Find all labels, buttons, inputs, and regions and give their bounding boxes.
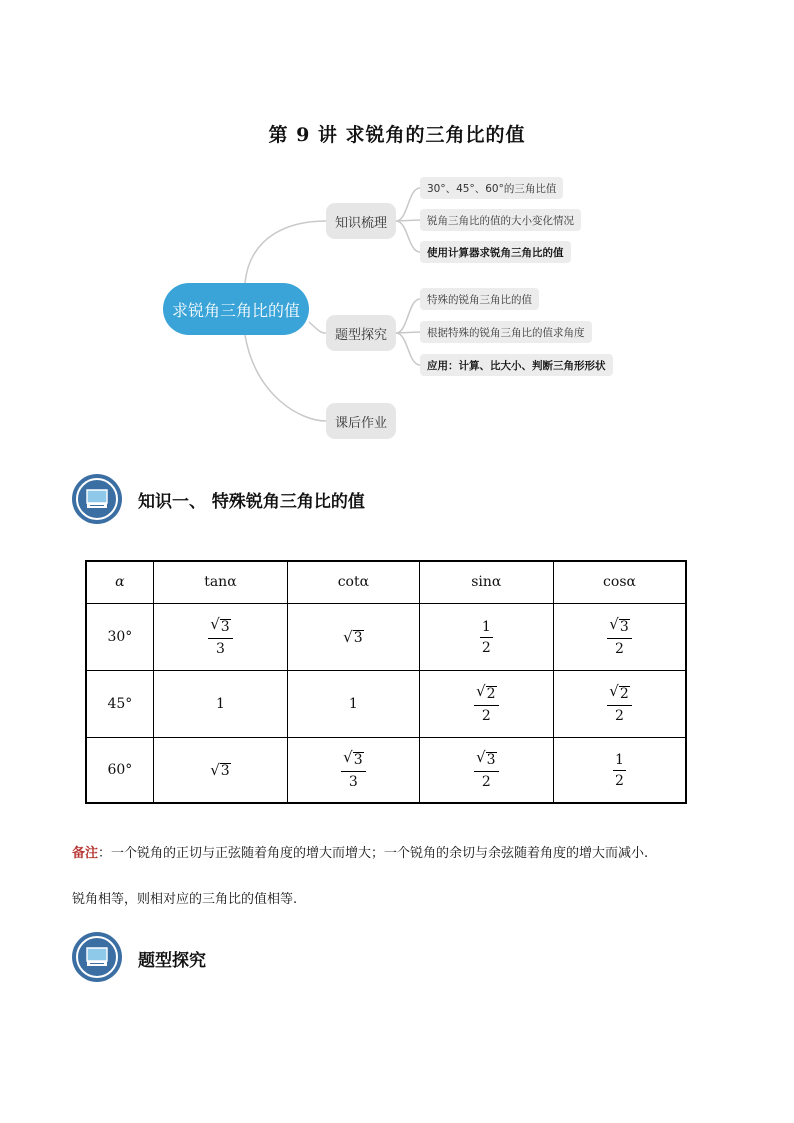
mindmap-connectors	[0, 0, 794, 460]
mindmap-leaf: 锐角三角比的值的大小变化情况	[420, 209, 581, 231]
mindmap-branch-knowledge: 知识梳理	[326, 203, 396, 239]
fraction: √ 2 2	[474, 684, 498, 723]
mindmap-branch-homework: 课后作业	[326, 403, 396, 439]
book-icon	[72, 932, 122, 982]
note-line-2: 锐角相等，则相对应的三角比的值相等.	[72, 892, 298, 907]
section-title: 题型探究	[138, 951, 206, 971]
mindmap-leaf: 使用计算器求锐角三角比的值	[420, 241, 571, 263]
mindmap-leaf: 应用：计算、比大小、判断三角形形状	[420, 354, 613, 376]
angle-cell: 60°	[86, 737, 153, 803]
section-title: 知识一、 特殊锐角三角比的值	[138, 492, 365, 512]
fraction: √ 3 3	[341, 750, 365, 789]
header-cell: cosα	[554, 561, 686, 603]
note-label: 备注	[72, 846, 99, 861]
angle-cell: 30°	[86, 603, 153, 670]
header-cell: α	[86, 561, 153, 603]
header-cell: sinα	[419, 561, 553, 603]
table-row	[86, 737, 686, 803]
header-cell: cotα	[288, 561, 419, 603]
fraction: √ 3 2	[474, 750, 498, 789]
value-cell	[419, 603, 553, 670]
mindmap-leaf: 根据特殊的锐角三角比的值求角度	[420, 321, 592, 343]
value-cell	[288, 737, 419, 803]
fraction: √ 2 2	[607, 684, 631, 723]
radical: √ 3	[210, 760, 230, 779]
value-cell	[554, 670, 686, 737]
header-cell: tanα	[153, 561, 287, 603]
fraction: √ 3 3	[208, 617, 232, 656]
value-cell	[288, 603, 419, 670]
mindmap-center-node: 求锐角三角比的值	[163, 283, 309, 335]
page-title: 第 9 讲 求锐角的三角比的值	[268, 124, 526, 146]
mindmap-leaf: 特殊的锐角三角比的值	[420, 288, 539, 310]
note-line-1	[72, 842, 648, 861]
fraction: $\frac{1}{2}$	[615, 751, 624, 789]
mindmap-leaf: 30°、45°、60°的三角比值	[420, 177, 563, 199]
value-cell: 1	[153, 670, 287, 737]
value-cell	[153, 603, 287, 670]
fraction: $\frac{1}{2}$	[481, 618, 491, 656]
mindmap-branch-question-types: 题型探究	[326, 315, 396, 351]
value-cell: 1	[288, 670, 419, 737]
radical: √ 3	[343, 627, 363, 646]
value-cell	[554, 737, 686, 803]
fraction: √ 3 2	[607, 617, 631, 656]
book-icon	[72, 474, 122, 524]
table-row	[86, 670, 686, 737]
value-cell	[554, 603, 686, 670]
note-text: ：一个锐角的正切与正弦随着角度的增大而增大；一个锐角的余切与余弦随着角度的增大而减小.	[98, 846, 649, 861]
value-cell	[419, 670, 553, 737]
value-cell	[419, 737, 553, 803]
value-cell	[153, 737, 287, 803]
table-row	[86, 603, 686, 670]
trig-values-table	[85, 560, 687, 804]
angle-cell: 45°	[86, 670, 153, 737]
table-header-row	[86, 561, 686, 603]
